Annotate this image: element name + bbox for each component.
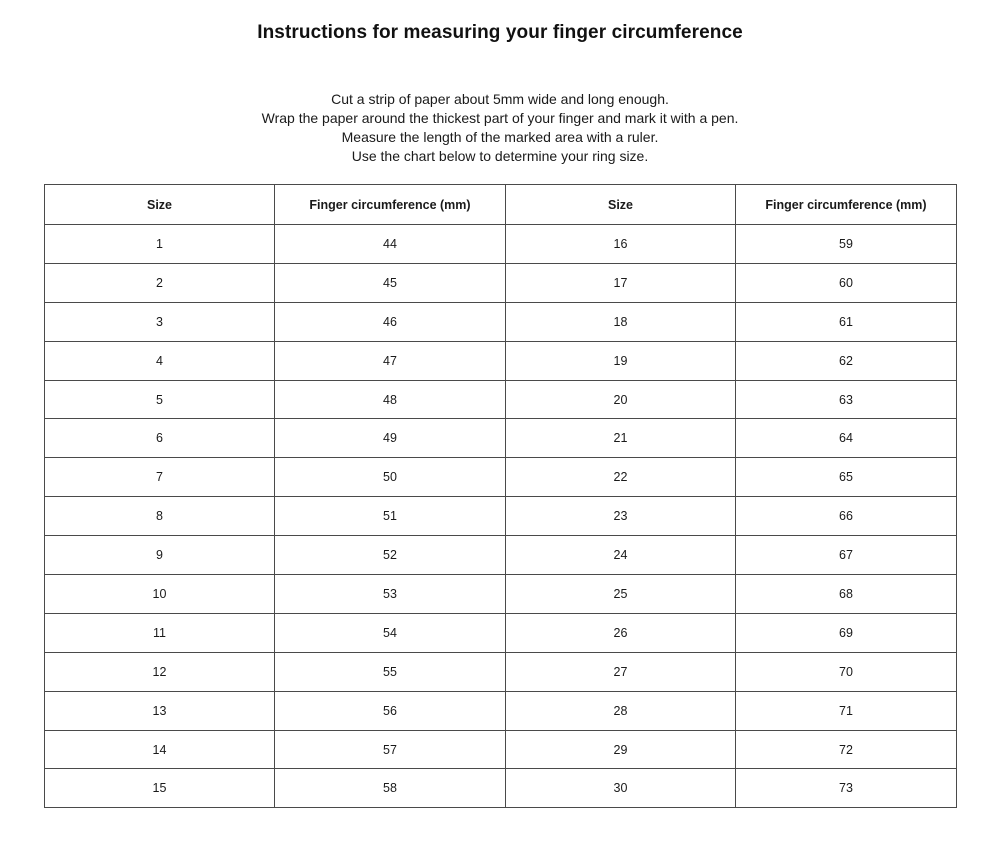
table-cell: 15 bbox=[45, 769, 275, 808]
table-cell: 51 bbox=[275, 497, 506, 536]
table-cell: 13 bbox=[45, 691, 275, 730]
table-header-row bbox=[45, 185, 957, 225]
table-row bbox=[45, 769, 957, 808]
table-cell: 60 bbox=[736, 263, 957, 302]
header-size-right: Size bbox=[506, 185, 736, 225]
table-cell: 24 bbox=[506, 536, 736, 575]
header-circumference-left: Finger circumference (mm) bbox=[275, 185, 506, 225]
header-size-left: Size bbox=[45, 185, 275, 225]
table-cell: 58 bbox=[275, 769, 506, 808]
table-row bbox=[45, 730, 957, 769]
page-title: Instructions for measuring your finger circumference bbox=[257, 22, 743, 43]
table-row bbox=[45, 613, 957, 652]
table-row bbox=[45, 536, 957, 575]
table-cell: 26 bbox=[506, 613, 736, 652]
table-cell: 18 bbox=[506, 302, 736, 341]
table-cell: 30 bbox=[506, 769, 736, 808]
table-cell: 62 bbox=[736, 341, 957, 380]
table-cell: 55 bbox=[275, 652, 506, 691]
table-cell: 7 bbox=[45, 458, 275, 497]
table-row bbox=[45, 419, 957, 458]
table-cell: 46 bbox=[275, 302, 506, 341]
table-cell: 61 bbox=[736, 302, 957, 341]
table-cell: 5 bbox=[45, 380, 275, 419]
table-row bbox=[45, 302, 957, 341]
table-cell: 28 bbox=[506, 691, 736, 730]
table-cell: 52 bbox=[275, 536, 506, 575]
table-cell: 4 bbox=[45, 341, 275, 380]
table-cell: 9 bbox=[45, 536, 275, 575]
table-cell: 23 bbox=[506, 497, 736, 536]
table-cell: 71 bbox=[736, 691, 957, 730]
table-cell: 22 bbox=[506, 458, 736, 497]
table-row bbox=[45, 652, 957, 691]
table-cell: 44 bbox=[275, 225, 506, 264]
table-cell: 27 bbox=[506, 652, 736, 691]
table-row bbox=[45, 575, 957, 614]
table-cell: 29 bbox=[506, 730, 736, 769]
table-cell: 47 bbox=[275, 341, 506, 380]
table-cell: 17 bbox=[506, 263, 736, 302]
table-cell: 50 bbox=[275, 458, 506, 497]
table-cell: 12 bbox=[45, 652, 275, 691]
table-cell: 14 bbox=[45, 730, 275, 769]
table-row bbox=[45, 691, 957, 730]
table-cell: 70 bbox=[736, 652, 957, 691]
table-cell: 25 bbox=[506, 575, 736, 614]
instructions-block bbox=[0, 90, 1000, 166]
table-cell: 68 bbox=[736, 575, 957, 614]
table-cell: 57 bbox=[275, 730, 506, 769]
instruction-line-4: Use the chart below to determine your ring size. bbox=[351, 148, 649, 164]
table-cell: 20 bbox=[506, 380, 736, 419]
table-cell: 67 bbox=[736, 536, 957, 575]
table-cell: 8 bbox=[45, 497, 275, 536]
table-body bbox=[45, 225, 957, 808]
table-cell: 6 bbox=[45, 419, 275, 458]
table-cell: 54 bbox=[275, 613, 506, 652]
table-row bbox=[45, 497, 957, 536]
table-cell: 59 bbox=[736, 225, 957, 264]
table-cell: 49 bbox=[275, 419, 506, 458]
instruction-line-1: Cut a strip of paper about 5mm wide and long enough. bbox=[331, 91, 669, 107]
table-cell: 72 bbox=[736, 730, 957, 769]
table-cell: 19 bbox=[506, 341, 736, 380]
table-cell: 2 bbox=[45, 263, 275, 302]
table-cell: 63 bbox=[736, 380, 957, 419]
table-cell: 16 bbox=[506, 225, 736, 264]
table-cell: 64 bbox=[736, 419, 957, 458]
table-row bbox=[45, 263, 957, 302]
table-cell: 3 bbox=[45, 302, 275, 341]
header-circumference-right: Finger circumference (mm) bbox=[736, 185, 957, 225]
table-cell: 45 bbox=[275, 263, 506, 302]
table-row bbox=[45, 458, 957, 497]
table-cell: 21 bbox=[506, 419, 736, 458]
ring-size-table bbox=[44, 184, 957, 808]
table-cell: 10 bbox=[45, 575, 275, 614]
table-cell: 48 bbox=[275, 380, 506, 419]
table-cell: 11 bbox=[45, 613, 275, 652]
table-cell: 73 bbox=[736, 769, 957, 808]
table-cell: 69 bbox=[736, 613, 957, 652]
instruction-line-2: Wrap the paper around the thickest part of your finger and mark it with a pen. bbox=[261, 110, 739, 126]
table-cell: 53 bbox=[275, 575, 506, 614]
table-cell: 1 bbox=[45, 225, 275, 264]
table-row bbox=[45, 380, 957, 419]
table-cell: 56 bbox=[275, 691, 506, 730]
table-row bbox=[45, 225, 957, 264]
instruction-line-3: Measure the length of the marked area with a ruler. bbox=[341, 129, 659, 145]
table-cell: 66 bbox=[736, 497, 957, 536]
table-row bbox=[45, 341, 957, 380]
table-cell: 65 bbox=[736, 458, 957, 497]
